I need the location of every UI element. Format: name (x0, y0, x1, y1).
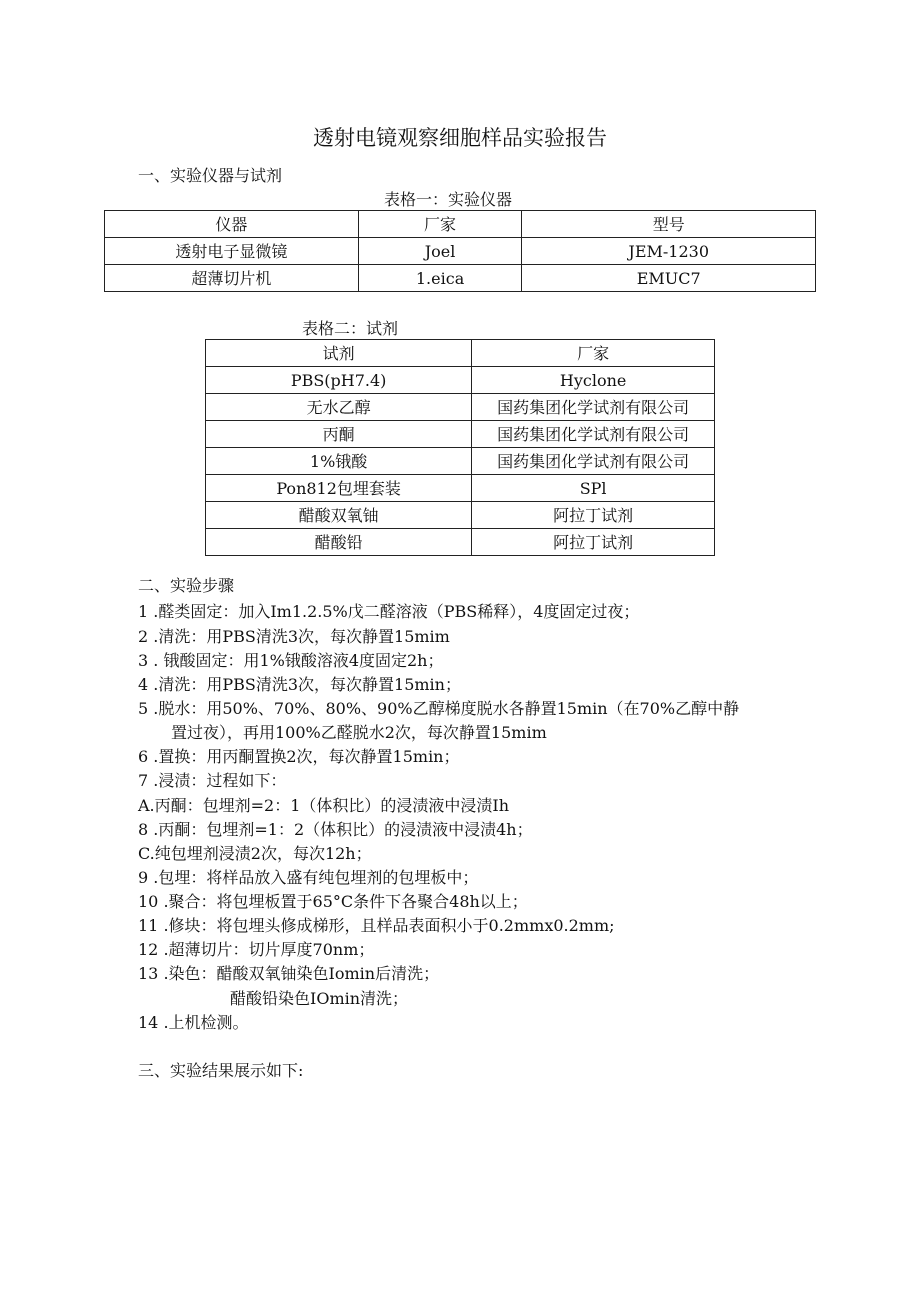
procedure-substep: C.纯包埋剂浸渍2次，每次12h； (138, 844, 372, 863)
table-cell: JEM-1230 (522, 238, 816, 265)
procedure-step: 11 .修块：将包埋头修成梯形，且样品表面积小于0.2mmx0.2mm; (138, 916, 615, 935)
procedure-substep: A.丙酮：包埋剂=2：1（体积比）的浸渍液中浸渍Ih (138, 796, 510, 815)
table-cell: 阿拉丁试剂 (472, 529, 715, 556)
procedure-step: 2 .清洗：用PBS清洗3次，每次静置15mim (138, 627, 450, 646)
procedure-step: 8 .丙酮：包埋剂=1：2（体积比）的浸渍液中浸渍4h； (138, 820, 533, 839)
table-cell: 丙酮 (206, 421, 472, 448)
document-title: 透射电镜观察细胞样品实验报告 (313, 126, 607, 150)
table-row (206, 475, 715, 502)
header-cell: 仪器 (105, 211, 359, 238)
table1-caption: 表格一：实验仪器 (384, 190, 513, 209)
procedure-step: 6 .置换：用丙酮置换2次，每次静置15min； (138, 747, 460, 766)
header-cell: 试剂 (206, 340, 472, 367)
section-heading-3: 三、实验结果展示如下: (138, 1061, 304, 1080)
procedure-step-continuation: 置过夜），再用100%乙醛脱水2次，每次静置15mim (171, 723, 547, 742)
table-row (206, 502, 715, 529)
table-row (206, 448, 715, 475)
table-cell: 透射电子显微镜 (105, 238, 359, 265)
table-cell: 超薄切片机 (105, 265, 359, 292)
procedure-step: 4 .清洗：用PBS清洗3次，每次静置15min； (138, 675, 461, 694)
procedure-step: 12 .超薄切片：切片厚度70nm； (138, 940, 375, 959)
table-cell: EMUC7 (522, 265, 816, 292)
table-cell: 1.eica (358, 265, 522, 292)
procedure-step: 14 .上机检测。 (138, 1013, 249, 1032)
procedure-step: 13 .染色：醋酸双氧铀染色Iomin后清洗； (138, 964, 440, 983)
table-header-row (206, 340, 715, 367)
table2-caption: 表格二：试剂 (302, 319, 399, 338)
header-cell: 厂家 (472, 340, 715, 367)
table-cell: 阿拉丁试剂 (472, 502, 715, 529)
procedure-step: 5 .脱水：用50%、70%、80%、90%乙醇梯度脱水各静置15min（在70%乙醇中静 (138, 699, 740, 718)
procedure-step: 3 . 锇酸固定：用1%锇酸溶液4度固定2h； (138, 651, 444, 670)
table-cell: Hyclone (472, 367, 715, 394)
table-cell: SPl (472, 475, 715, 502)
table-cell: 无水乙醇 (206, 394, 472, 421)
table-row (206, 529, 715, 556)
table-row (105, 238, 816, 265)
table-cell: 1%锇酸 (206, 448, 472, 475)
reagent-table (205, 339, 715, 556)
table-row (206, 421, 715, 448)
procedure-step: 1 .醛类固定：加入Im1.2.5%戊二醛溶液（PBS稀释），4度固定过夜； (138, 602, 640, 621)
table-cell: 国药集团化学试剂有限公司 (472, 421, 715, 448)
table-row (105, 265, 816, 292)
table-cell: 醋酸双氧铀 (206, 502, 472, 529)
table-cell: Pon812包埋套装 (206, 475, 472, 502)
header-cell: 厂家 (358, 211, 522, 238)
table-row (206, 394, 715, 421)
section-heading-2: 二、实验步骤 (138, 576, 235, 595)
table-cell: 国药集团化学试剂有限公司 (472, 448, 715, 475)
table-header-row (105, 211, 816, 238)
procedure-step-continuation: 醋酸铅染色IOmin清洗； (230, 989, 409, 1008)
table-row (206, 367, 715, 394)
table-cell: Joel (358, 238, 522, 265)
procedure-step: 9 .包埋：将样品放入盛有纯包埋剂的包埋板中； (138, 868, 479, 887)
instrument-table (104, 210, 816, 292)
procedure-step: 7 .浸渍：过程如下： (138, 771, 287, 790)
section-heading-1: 一、实验仪器与试剂 (138, 166, 283, 185)
table-cell: 国药集团化学试剂有限公司 (472, 394, 715, 421)
table-cell: PBS(pH7.4) (206, 367, 472, 394)
header-cell: 型号 (522, 211, 816, 238)
table-cell: 醋酸铅 (206, 529, 472, 556)
procedure-step: 10 .聚合：将包埋板置于65°C条件下各聚合48h以上； (138, 892, 528, 911)
